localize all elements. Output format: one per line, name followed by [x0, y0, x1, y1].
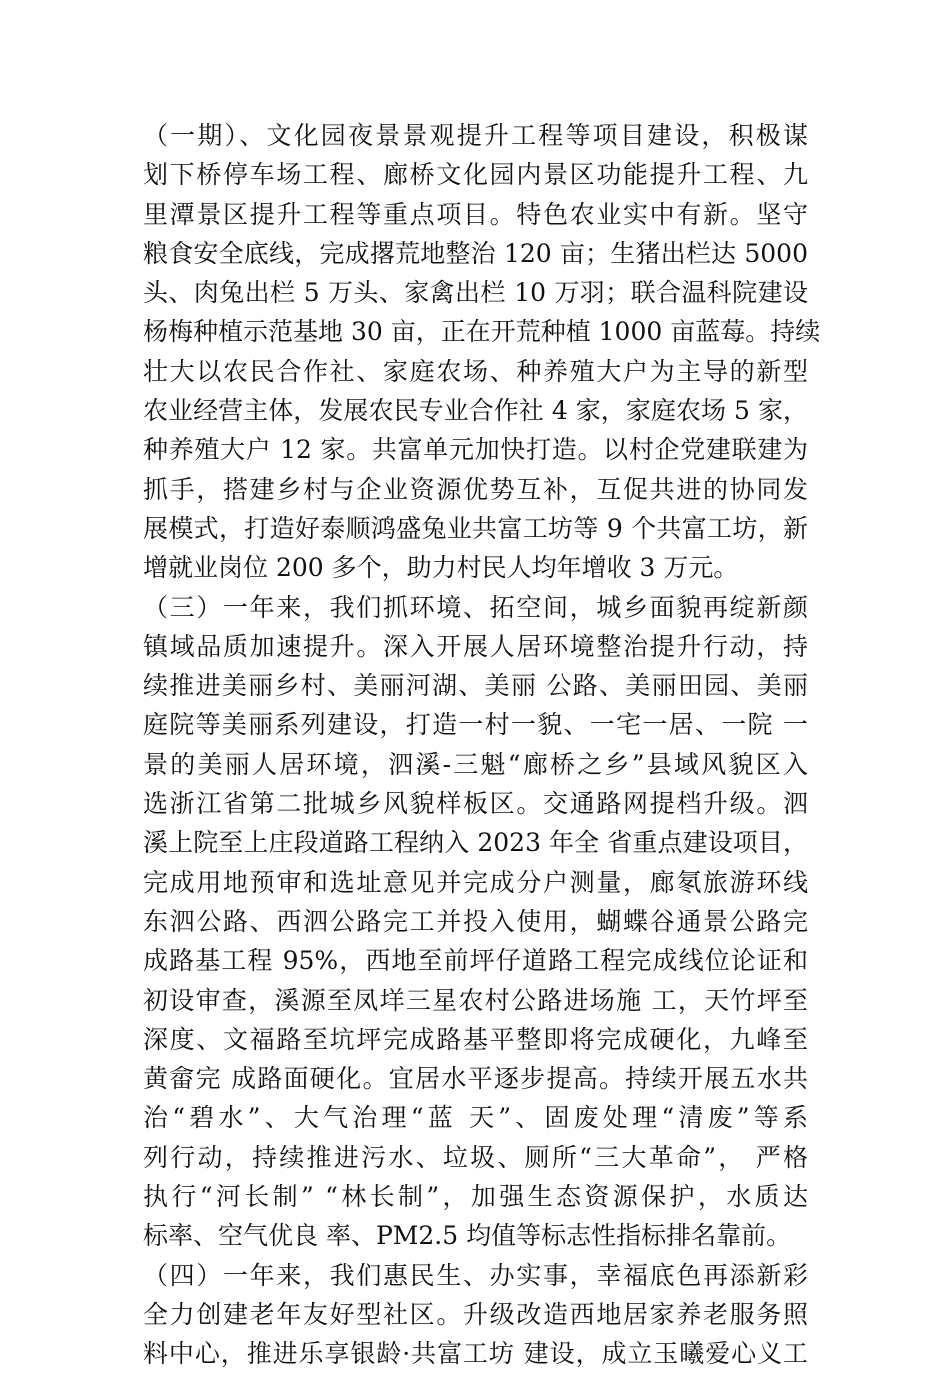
- text-line: 执行“河长制” “林长制”，加强生态资源保护，水质达: [143, 1182, 808, 1212]
- text-line: 镇域品质加速提升。深入开展人居环境整治提升行动，持: [143, 631, 808, 661]
- text-line: 增就业岗位 200 多个，助力村民人均年增收 3 万元。: [143, 553, 739, 583]
- text-line: 种养殖大户 12 家。共富单元加快打造。以村企党建联建为: [143, 435, 808, 465]
- text-line: 头、肉兔出栏 5 万头、家禽出栏 10 万羽；联合温科院建设: [143, 278, 808, 308]
- text-line: 治“碧水”、大气治理“蓝 天”、固废处理“清废”等系: [143, 1103, 808, 1133]
- text-line: 料中心，推进乐享银龄·共富工坊 建设，成立玉曦爱心义工: [143, 1339, 808, 1369]
- text-line: （三）一年来，我们抓环境、拓空间，城乡面貌再绽新颜: [143, 592, 808, 622]
- text-line: 完成用地预审和选址意见并完成分户测量，廊氡旅游环线: [143, 867, 808, 897]
- text-line: 里潭景区提升工程等重点项目。特色农业实中有新。坚守: [143, 199, 808, 229]
- text-line: 抓手，搭建乡村与企业资源优势互补，互促共进的协同发: [143, 474, 808, 504]
- text-line: 成路基工程 95%，西地至前坪仔道路工程完成线位论证和: [143, 946, 808, 976]
- text-line: 列行动，持续推进污水、垃圾、厕所“三大革命”， 严格: [143, 1142, 808, 1172]
- text-line: 划下桥停车场工程、廊桥文化园内景区功能提升工程、九: [143, 160, 808, 190]
- text-line: 东泗公路、西泗公路完工并投入使用，蝴蝶谷通景公路完: [143, 906, 808, 936]
- text-line: 标率、空气优良 率、PM2.5 均值等标志性指标排名靠前。: [143, 1221, 792, 1251]
- text-line: 选浙江省第二批城乡风貌样板区。交通路网提档升级。泗: [143, 789, 808, 819]
- text-line: 全力创建老年友好型社区。升级改造西地居家养老服务照: [143, 1299, 808, 1329]
- text-line: 杨梅种植示范基地 30 亩，正在开荒种植 1000 亩蓝莓。持续: [143, 317, 821, 347]
- text-line: 展模式，打造好泰顺鸿盛兔业共富工坊等 9 个共富工坊，新: [143, 513, 808, 543]
- text-line: 庭院等美丽系列建设，打造一村一貌、一宅一居、一院 一: [143, 710, 808, 740]
- text-line: 续推进美丽乡村、美丽河湖、美丽 公路、美丽田园、美丽: [143, 671, 808, 701]
- text-line: 粮食安全底线，完成撂荒地整治 120 亩；生猪出栏达 5000: [143, 238, 808, 268]
- text-line: 溪上院至上庄段道路工程纳入 2023 年全 省重点建设项目，: [143, 828, 808, 858]
- text-line: 黄畲完 成路面硬化。宜居水平逐步提高。持续开展五水共: [143, 1064, 808, 1094]
- text-line: （四）一年来，我们惠民生、办实事，幸福底色再添新彩: [143, 1260, 808, 1290]
- text-line: 壮大以农民合作社、家庭农场、种养殖大户为主导的新型: [143, 356, 808, 386]
- text-line: 农业经营主体，发展农民专业合作社 4 家，家庭农场 5 家，: [143, 396, 808, 426]
- text-line: 初设审查，溪源至凤垟三星农村公路进场施 工，天竹坪至: [143, 985, 808, 1015]
- text-line: 深度、文福路至坑坪完成路基平整即将完成硬化，九峰至: [143, 1024, 808, 1054]
- text-line: （一期）、文化园夜景景观提升工程等项目建设，积极谋: [143, 121, 808, 150]
- text-line: 景的美丽人居环境，泗溪-三魁“廊桥之乡”县域风貌区入: [143, 749, 808, 779]
- document-body: [143, 116, 821, 1374]
